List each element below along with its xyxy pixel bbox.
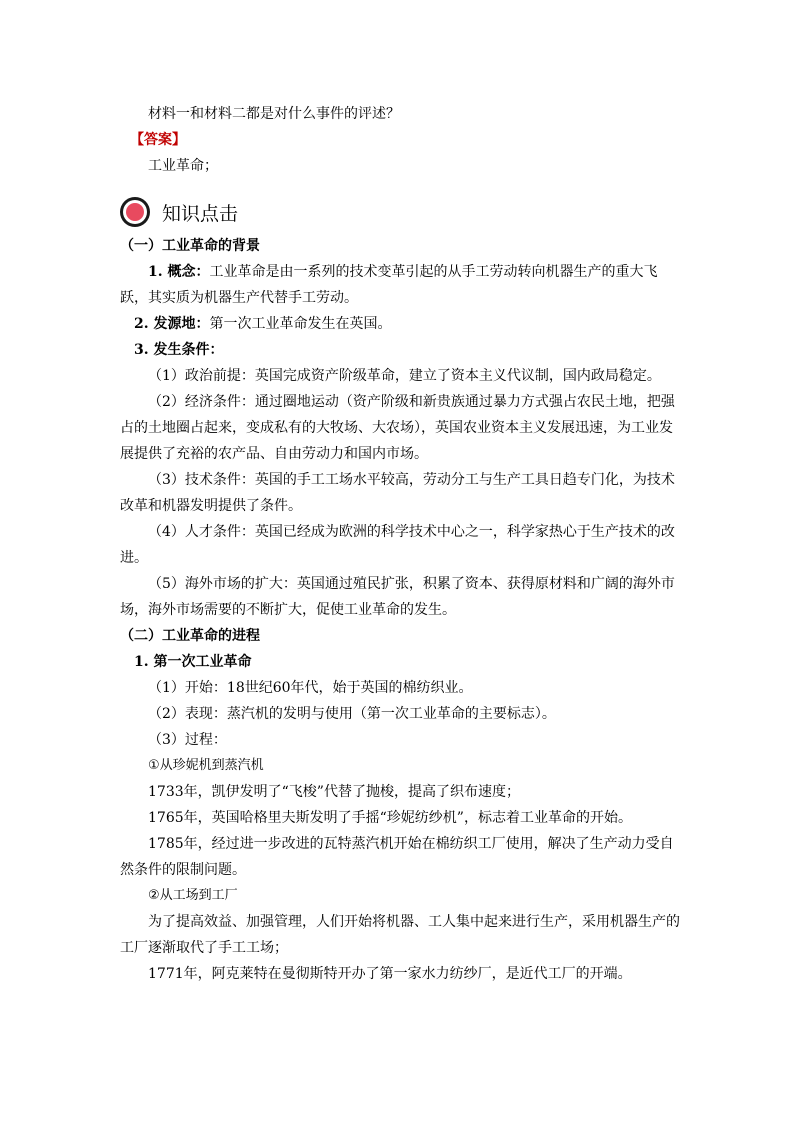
item1-text: 工业革命是由一系列的技术变革引起的从手工劳动转向机器生产的重大飞跃，其实质为机器生产代替手工劳动。 [120, 264, 658, 306]
condition-5: （5）海外市场的扩大：英国通过殖民扩张，积累了资本、获得原材料和广阔的海外市场，海外市场需要的不断扩大，促使工业革命的发生。 [120, 576, 675, 618]
condition-1: （1）政治前提：英国完成资产阶级革命，建立了资本主义代议制，国内政局稳定。 [148, 368, 661, 384]
condition-2: （2）经济条件：通过圈地运动（资产阶级和新贵族通过暴力方式强占农民土地，把强占的土地圈占起来，变成私有的大牧场、大农场），英国农业资本主义发展迅速，为工业发展提供了充裕的农产品、自由劳动力和国内市场。 [120, 394, 675, 462]
answer-text: 工业革命； [148, 158, 218, 174]
part2-sub1: 1. 第一次工业革命 [134, 654, 252, 670]
section-heading-title: 知识点击 [162, 202, 239, 225]
progress-1: （1）开始：18世纪60年代，始于英国的棉纺织业。 [148, 680, 473, 696]
part1-item3: 3. 发生条件： [134, 342, 224, 358]
question-text: 材料一和材料二都是对什么事件的评述？ [148, 106, 400, 122]
event-1785: 1785年，经过进一步改进的瓦特蒸汽机开始在棉纺织工厂使用，解决了生产动力受自然条件的限制问题。 [120, 836, 674, 878]
part1-item1 [120, 259, 680, 311]
condition-4: （4）人才条件：英国已经成为欧洲的科学技术中心之一，科学家热心于生产技术的改进。 [120, 524, 675, 566]
answer-label: 【答案】 [130, 132, 186, 148]
item2-text: 第一次工业革命发生在英国。 [209, 316, 392, 332]
condition-3: （3）技术条件：英国的手工工场水平较高，劳动分工与生产工具日趋专门化，为技术改革和机器发明提供了条件。 [120, 472, 675, 514]
subsection-2: ②从工场到工厂 [148, 888, 238, 903]
item1-label: 1. 概念： [148, 264, 210, 280]
event-1765: 1765年，英国哈格里夫斯发明了手摇“珍妮纺纱机”，标志着工业革命的开始。 [148, 810, 632, 826]
target-icon [120, 197, 150, 227]
part1-title: （一）工业革命的背景 [120, 238, 260, 254]
event-1733: 1733年，凯伊发明了“飞梭”代替了抛梭，提高了织布速度； [148, 784, 520, 800]
section-heading [120, 195, 680, 229]
progress-2: （2）表现：蒸汽机的发明与使用（第一次工业革命的主要标志）。 [148, 706, 556, 722]
item2-label: 2. 发源地： [134, 316, 210, 332]
subsection-1: ①从珍妮机到蒸汽机 [148, 758, 264, 773]
event-1771: 1771年，阿克莱特在曼彻斯特开办了第一家水力纺纱厂，是近代工厂的开端。 [148, 966, 632, 982]
document-page [120, 101, 680, 987]
event-factory: 为了提高效益、加强管理，人们开始将机器、工人集中起来进行生产，采用机器生产的工厂逐渐取代了手工工场； [120, 914, 680, 956]
part1-item2 [120, 311, 680, 337]
progress-3: （3）过程： [148, 732, 227, 748]
part2-title: （二）工业革命的进程 [120, 628, 260, 644]
